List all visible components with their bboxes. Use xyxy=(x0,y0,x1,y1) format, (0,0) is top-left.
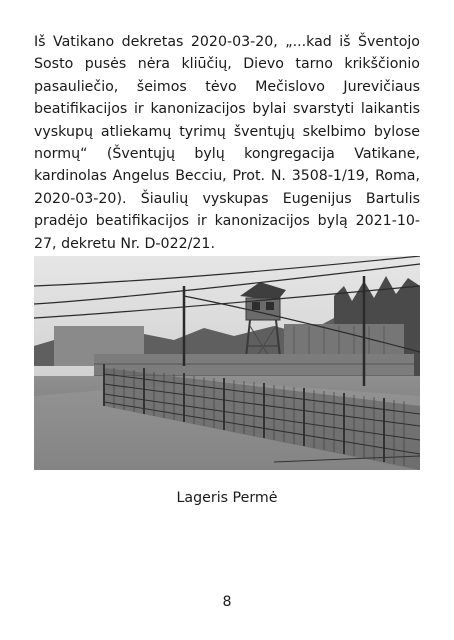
photo-caption: Lageris Permė xyxy=(176,490,278,506)
camp-photo xyxy=(34,256,420,470)
camp-photo-drawing xyxy=(34,256,420,470)
page-number: 8 xyxy=(222,594,232,610)
body-paragraph: Iš Vatikano dekretas 2020-03-20, „...kad iš Šventojo Sosto pusės nėra kliūčių, Dievo tarno krikščionio pasauliečio, šeimos tėvo Mečislovo Jurevičiaus beatifikacijos ir kanonizacijos bylai svarstyti laikantis vyskupų atliekamų tyrimų šventųjų skelbimo bylose normų“ (Šventųjų bylų kongregacija Vatikane, kardinolas Angelus Becciu, Prot. N. 3508-1/19, Roma, 2020-03-20). Šiaulių vyskupas Eugenijus Bartulis pradėjo beatifikacijos ir kanonizacijos bylą 2021-10-27, dekretu Nr. D-022/21. xyxy=(34,34,420,252)
